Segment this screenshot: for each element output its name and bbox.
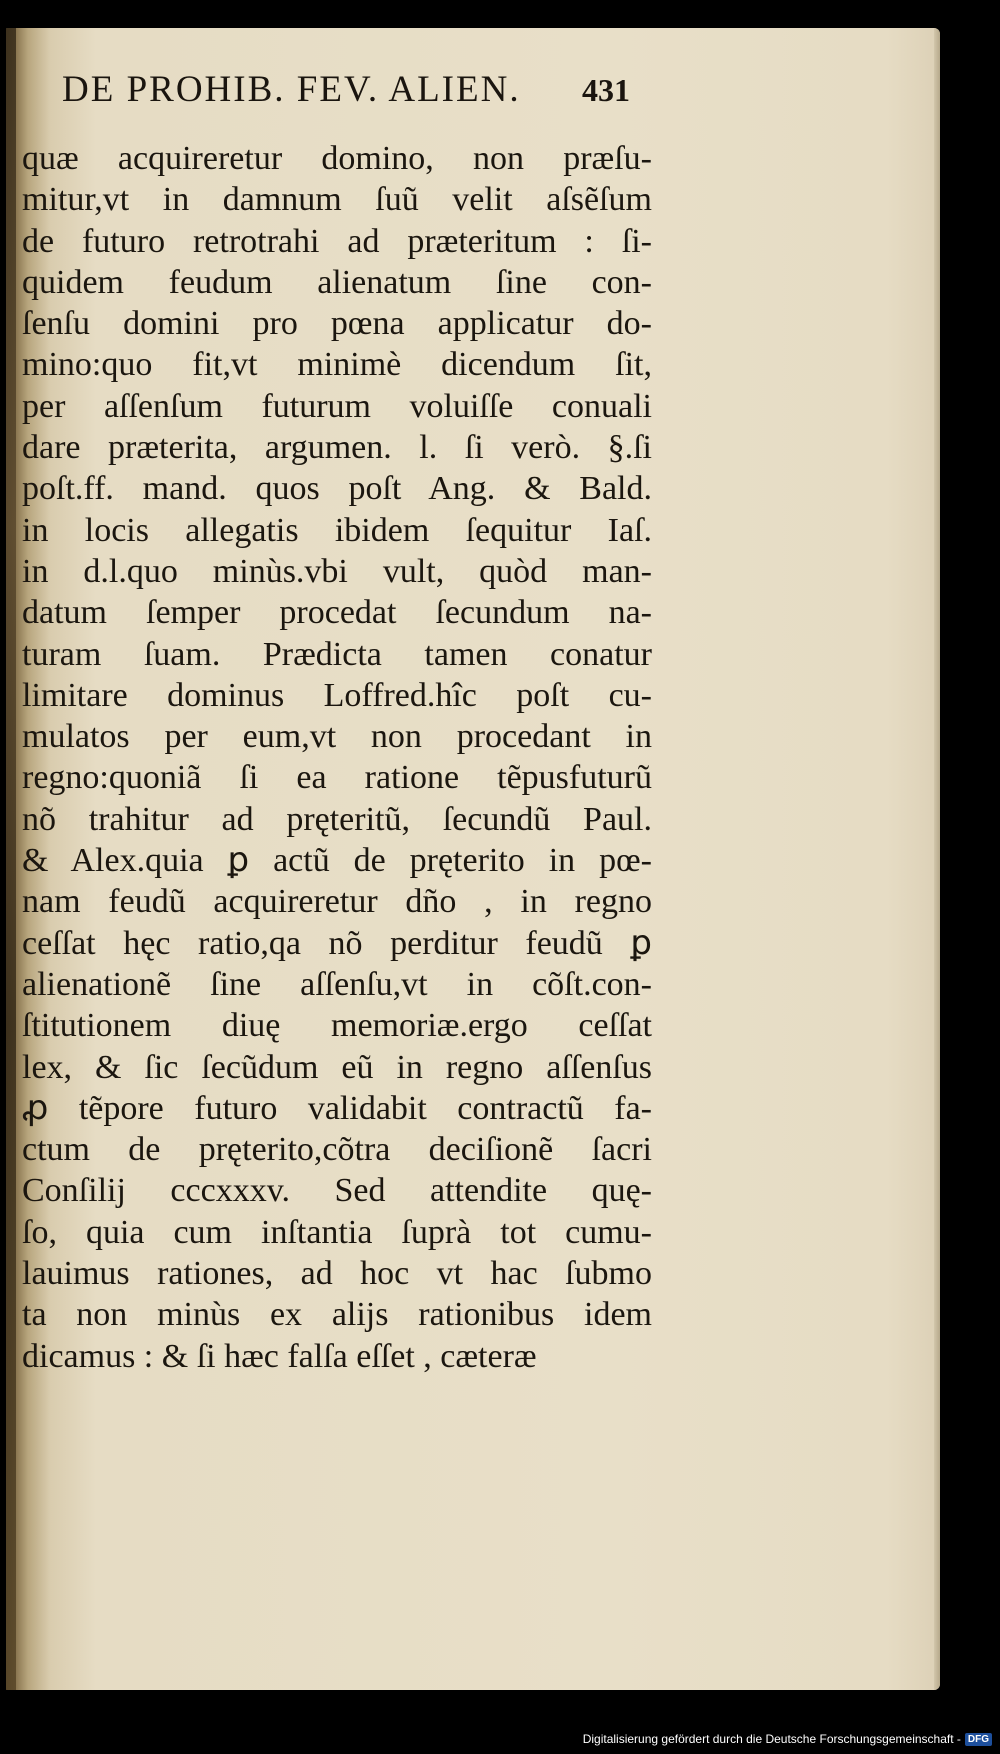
text-line: de futuro retrotrahi ad præteritum : ſi- bbox=[22, 222, 652, 260]
text-line: quæ acquireretur domino, non præſu- bbox=[22, 140, 652, 177]
text-line: turam ſuam. Prædicta tamen conatur bbox=[22, 635, 652, 673]
text-line: alienationẽ ſine aſſenſu,vt in cõſt.con- bbox=[22, 965, 652, 1003]
text-line: ta non minùs ex alijs rationibus idem bbox=[22, 1296, 652, 1334]
text-line: nõ trahitur ad pręteritũ, ſecundũ Paul. bbox=[22, 800, 652, 838]
text-line: ſo, quia cum inſtantia ſuprà tot cumu- bbox=[22, 1213, 652, 1251]
gutter-shadow bbox=[6, 28, 16, 1690]
text-line: mitur,vt in damnum ſuũ velit aſsẽſum bbox=[22, 181, 652, 219]
text-line: lauimus rationes, ad hoc vt hac ſubmo bbox=[22, 1255, 652, 1293]
text-line: ꝓ tẽpore futuro validabit contractũ fa- bbox=[22, 1089, 652, 1127]
text-line: lex, & ſic ſecũdum eũ in regno aſſenſus bbox=[22, 1048, 652, 1086]
running-head bbox=[62, 60, 642, 120]
text-line: per aſſenſum futurum voluiſſe conuali bbox=[22, 387, 652, 425]
text-line: in locis allegatis ibidem ſequitur Iaſ. bbox=[22, 511, 652, 549]
text-line: regno:quoniã ſi ea ratione tẽpusfuturũ bbox=[22, 759, 652, 797]
text-line: poſt.ff. mand. quos poſt Ang. & Bald. bbox=[22, 470, 652, 508]
dfg-logo: DFG bbox=[965, 1733, 992, 1746]
text-line: ſenſu domini pro pœna applicatur do- bbox=[22, 305, 652, 343]
text-line: mulatos per eum,vt non procedant in bbox=[22, 718, 652, 756]
text-line: & Alex.quia ꝑ actũ de pręterito in pœ- bbox=[22, 842, 652, 880]
text-line: nam feudũ acquireretur dño , in regno bbox=[22, 883, 652, 921]
text-line: mino:quo fit,vt minimè dicendum ſit, bbox=[22, 346, 652, 384]
running-head-title: DE PROHIB. FEV. ALIEN. bbox=[62, 69, 521, 110]
digitization-credit bbox=[583, 1728, 992, 1750]
text-line: limitare dominus Loffred.hîc poſt cu- bbox=[22, 676, 652, 714]
text-line: ſtitutionem diuę memoriæ.ergo ceſſat bbox=[22, 1007, 652, 1045]
text-line: ctum de pręterito,cõtra deciſionẽ ſacri bbox=[22, 1131, 652, 1169]
body-text bbox=[22, 138, 652, 1377]
text-line: Conſilij cccxxxv. Sed attendite quę- bbox=[22, 1172, 652, 1210]
text-line: in d.l.quo minùs.vbi vult, quòd man- bbox=[22, 552, 652, 590]
credit-text: Digitalisierung gefördert durch die Deutsche Forschungsgemeinschaft - bbox=[582, 1732, 961, 1746]
text-line: datum ſemper procedat ſecundum na- bbox=[22, 594, 652, 632]
text-line: ceſſat hęc ratio,qa nõ perditur feudũ ꝑ bbox=[22, 924, 652, 962]
folio-number: 431 bbox=[582, 72, 630, 108]
text-line: quidem feudum alienatum ſine con- bbox=[22, 263, 652, 301]
text-line: dare præterita, argumen. l. ſi verò. §.ſi bbox=[22, 429, 652, 467]
page-edge bbox=[934, 28, 940, 1690]
text-line: dicamus : & ſi hæc falſa eſſet , cæteræ bbox=[22, 1337, 537, 1375]
